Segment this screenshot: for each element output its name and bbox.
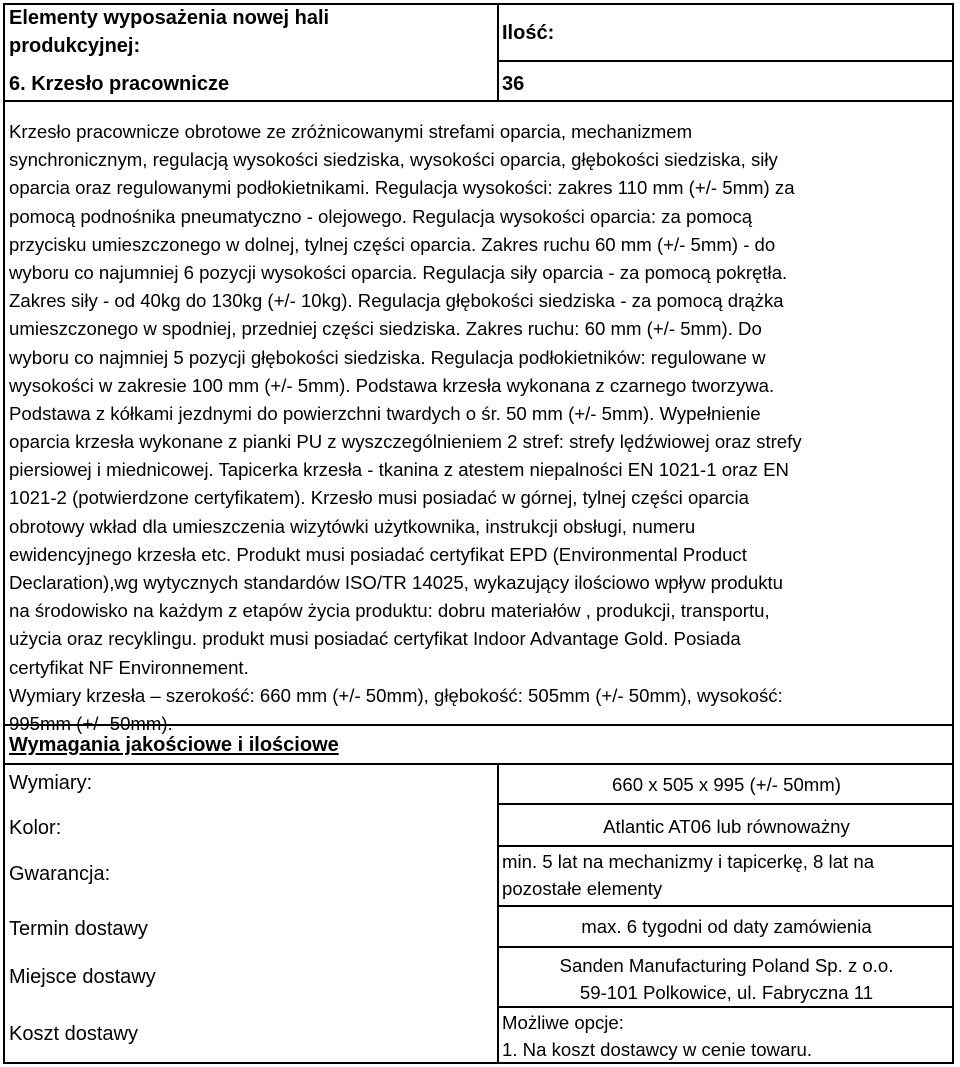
description-line: pomocą podnośnika pneumatyczno - olejowego. Regulacja wysokości oparcia: za pomocą (9, 205, 753, 227)
description-paragraph (9, 118, 949, 738)
description-line: synchronicznym, regulacją wysokości siedziska, wysokości oparcia, głębokości siedziska, siły (9, 149, 778, 171)
label-delivery-cost: Koszt dostawy (9, 1023, 138, 1045)
description-line: piersiowej i miednicowej. Tapicerka krzesła - tkanina z atestem niepalności EN 1021-1 oraz EN (9, 459, 789, 481)
header-title-line2: produkcyjnej: (9, 35, 141, 57)
header-column-divider (497, 3, 499, 101)
label-delivery-place: Miejsce dostawy (9, 966, 156, 988)
value-delivery-cost-line1: Możliwe opcje: (502, 1012, 624, 1033)
value-warranty-line1: min. 5 lat na mechanizmy i tapicerkę, 8 lat na (502, 851, 875, 872)
description-line: umieszczonego w spodniej, przedniej części siedziska. Zakres ruchu: 60 mm (+/- 5mm). Do (9, 318, 762, 340)
value-warranty-line2: pozostałe elementy (502, 878, 663, 899)
description-line: przycisku umieszczonego w dolnej, tylnej części oparcia. Zakres ruchu 60 mm (+/- 5mm) - do (9, 233, 776, 255)
requirements-row-divider (497, 946, 954, 948)
requirements-row-divider (497, 1006, 954, 1008)
label-warranty: Gwarancja: (9, 863, 111, 885)
requirements-row-divider (497, 845, 954, 847)
description-line: na środowisko na każdym z etapów życia produktu: dobru materiałów , produkcji, transportu, (9, 600, 770, 622)
description-line: Declaration),wg wytycznych standardów ISO/TR 14025, wykazujący ilościowo wpływ produktu (9, 572, 784, 593)
value-delivery-cost-line2: 1. Na koszt dostawcy w cenie towaru. (502, 1039, 813, 1060)
requirements-title: Wymagania jakościowe i ilościowe (9, 734, 339, 756)
requirements-row-divider (497, 905, 954, 907)
description-line: Zakres siły - od 40kg do 130kg (+/- 10kg). Regulacja głębokości siedziska - za pomocą drążka (9, 290, 784, 312)
description-line: certyfikat NF Environnement. (9, 656, 249, 678)
header-qty-divider (497, 60, 954, 62)
quantity-label: Ilość: (502, 22, 555, 44)
value-delivery-place-line2: 59-101 Polkowice, ul. Fabryczna 11 (579, 982, 874, 1003)
description-line: wyboru co najmniej 5 pozycji głębokości siedziska. Regulacja podłokietników: regulowane w (9, 346, 766, 368)
label-color: Kolor: (9, 817, 62, 839)
value-delivery-place-line1: Sanden Manufacturing Poland Sp. z o.o. (559, 955, 894, 976)
description-line: wyboru co najumniej 6 pozycji wysokości oparcia. Regulacja siły oparcia - za pomocą pokrętła. (9, 261, 788, 283)
value-delivery-time: max. 6 tygodni od daty zamówienia (581, 916, 872, 937)
description-line: 995mm (+/- 50mm). (9, 712, 173, 734)
label-delivery-time: Termin dostawy (9, 918, 148, 940)
item-quantity: 36 (502, 73, 525, 95)
requirements-column-divider (497, 763, 499, 1064)
description-line: Podstawa z kółkami jezdnymi do powierzchni twardych o śr. 50 mm (+/- 5mm). Wypełnienie (9, 402, 761, 424)
description-line: ewidencyjnego krzesła etc. Produkt musi posiadać certyfikat EPD (Environmental Product (9, 543, 747, 565)
header-title-line1: Elementy wyposażenia nowej hali (9, 7, 330, 29)
item-name: 6. Krzesło pracownicze (9, 73, 230, 95)
description-line: użycia oraz recyklingu. produkt musi posiadać certyfikat Indoor Advantage Gold. Posiada (9, 628, 741, 650)
header-bottom-divider (3, 100, 954, 102)
requirements-row-divider (497, 803, 954, 805)
value-color: Atlantic AT06 lub równoważny (603, 816, 850, 837)
description-line: wysokości w zakresie 100 mm (+/- 5mm). Podstawa krzesła wykonana z czarnego tworzywa. (9, 374, 775, 396)
description-line: oparcia krzesła wykonane z pianki PU z wyszczególnieniem 2 stref: strefy lędźwiowej oraz strefy (9, 431, 802, 453)
value-dimensions: 660 x 505 x 995 (+/- 50mm) (612, 774, 841, 795)
description-line: Krzesło pracownicze obrotowe ze zróżnicowanymi strefami oparcia, mechanizmem (9, 121, 693, 142)
label-dimensions: Wymiary: (9, 772, 93, 794)
description-line: oparcia oraz regulowanymi podłokietnikami. Regulacja wysokości: zakres 110 mm (+/- 5mm) za (9, 177, 795, 199)
requirements-top-divider (3, 763, 954, 765)
description-line: obrotowy wkład dla umieszczenia wizytówki użytkownika, instrukcji obsługi, numeru (9, 515, 696, 537)
description-line: Wymiary krzesła – szerokość: 660 mm (+/- 50mm), głębokość: 505mm (+/- 50mm), wysokość: (9, 684, 783, 706)
description-line: 1021-2 (potwierdzone certyfikatem). Krzesło musi posiadać w górnej, tylnej części oparcia (9, 487, 749, 509)
